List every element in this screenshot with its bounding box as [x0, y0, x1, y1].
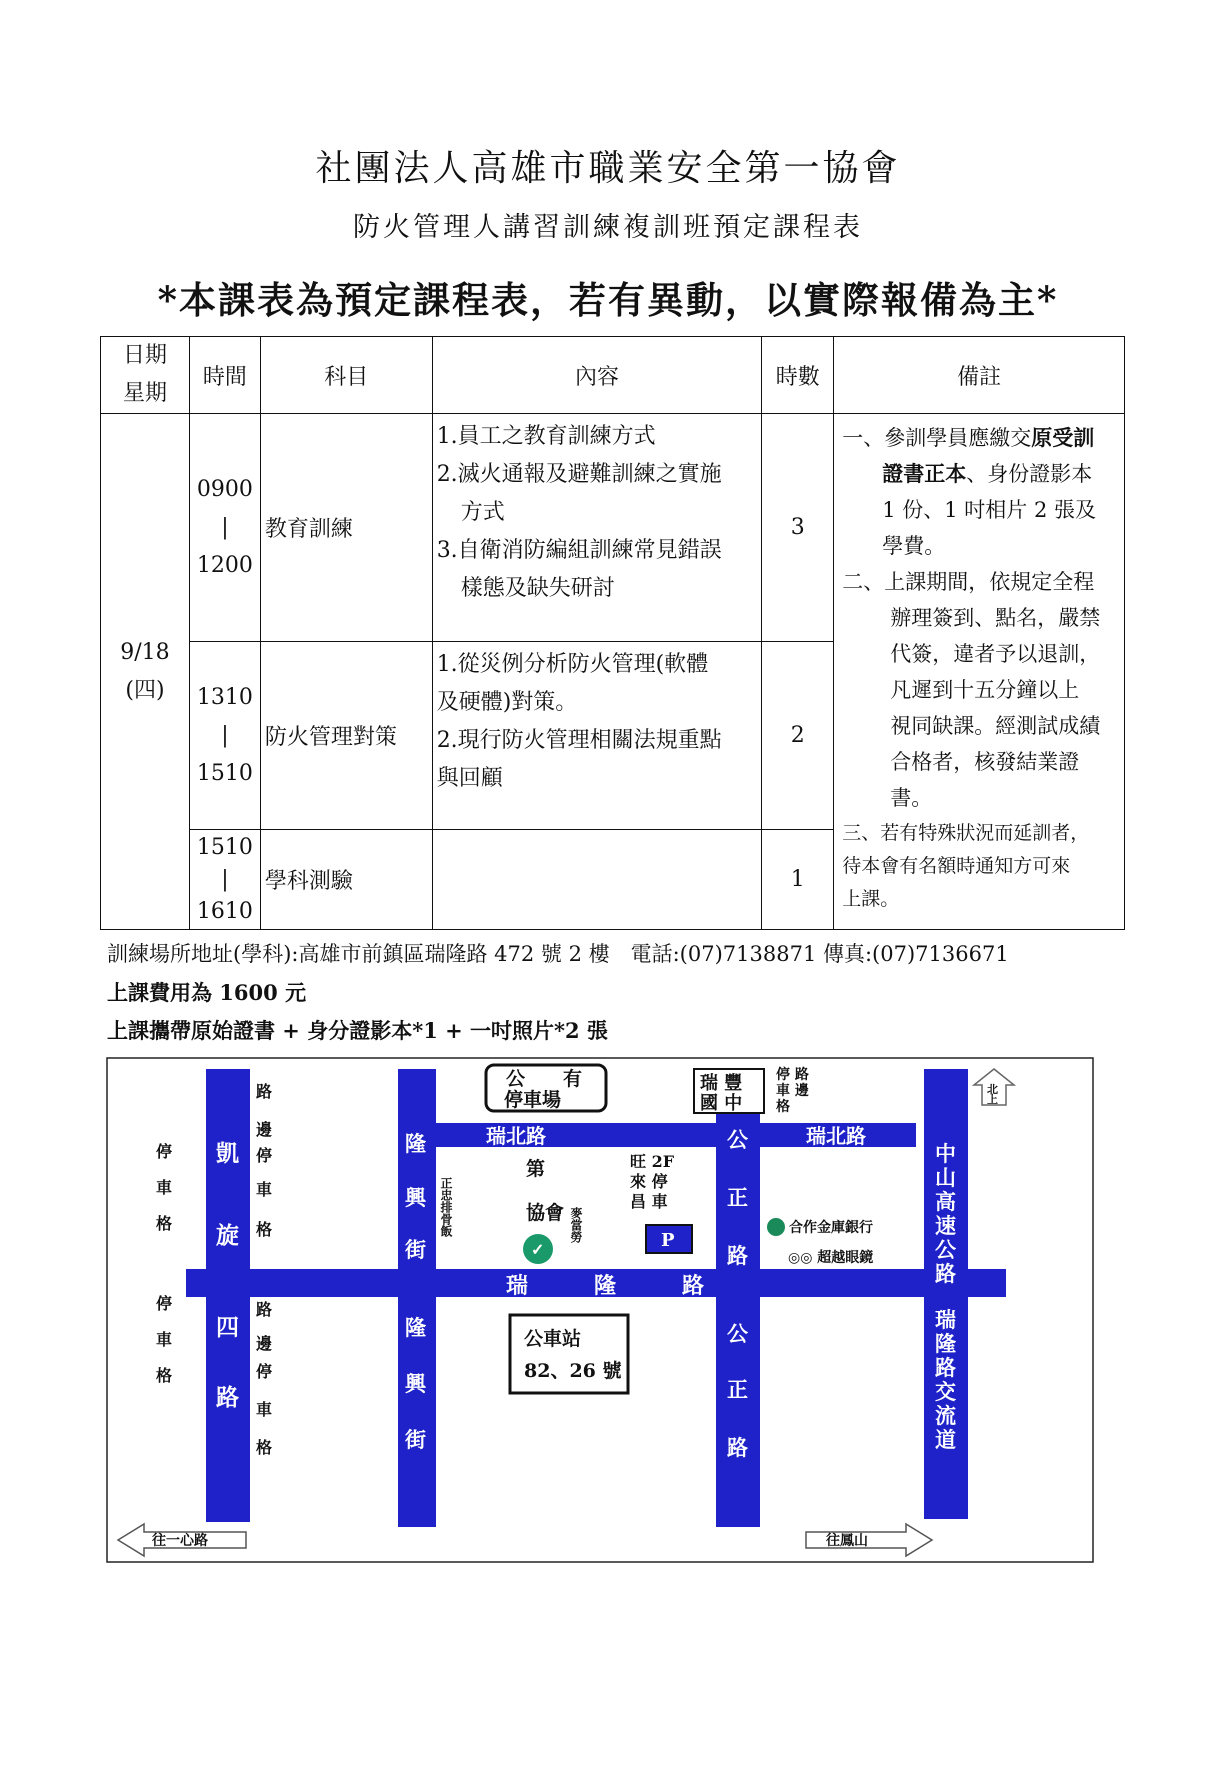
- to-yixin-label: 往一心路: [152, 1533, 208, 1549]
- road-label-zhongshan: 路: [935, 1261, 956, 1286]
- road-label-gongzheng: 路: [727, 1435, 748, 1460]
- wanglai-label: 來 停: [630, 1172, 668, 1191]
- road-label-ramp: 隆: [935, 1331, 956, 1356]
- glasses-label: ◎◎ 超越眼鏡: [788, 1250, 874, 1266]
- subject-cell: 防火管理對策: [260, 642, 432, 830]
- remark-line: 辦理簽到、點名，嚴禁: [890, 606, 1101, 630]
- road-label-ruilong: 瑞 隆 路: [506, 1273, 705, 1299]
- mcdonalds-label: 麥當勞: [569, 1207, 583, 1243]
- content-line: 1.員工之教育訓練方式: [436, 424, 656, 449]
- remark-line: 二、上課期間，依規定全程: [842, 570, 1095, 594]
- time-start: 1510: [196, 834, 253, 860]
- left-parking-label: 車: [156, 1178, 173, 1197]
- roadside-label: 格: [256, 1220, 273, 1239]
- roadside-label: 路: [256, 1082, 273, 1101]
- remark-line: 三、若有特殊狀況而延訓者，: [842, 822, 1090, 844]
- ruifeng-school-label: 瑞 豐: [700, 1073, 743, 1094]
- road-label-ramp: 道: [935, 1427, 956, 1452]
- road-label-ramp: 流: [935, 1403, 956, 1428]
- road-label-ramp: 路: [935, 1355, 956, 1380]
- course-fee: 上課費用為 1600 元: [107, 980, 307, 1005]
- remark-line: 書。: [890, 786, 933, 810]
- content-line: 1.從災例分析防火管理(軟體: [436, 652, 709, 677]
- remark-line: 學費。: [882, 534, 946, 558]
- content-cell: [432, 414, 762, 642]
- remark-emphasis: 證書正本: [882, 461, 967, 486]
- road-label-zhongshan: 高: [935, 1189, 956, 1214]
- public-parking-label: 停車場: [504, 1089, 562, 1111]
- public-parking-label: 公 有: [506, 1068, 583, 1090]
- location-map: [106, 1057, 1096, 1565]
- wanglai-label: 旺 2F: [630, 1152, 675, 1171]
- left-parking-label: 停: [156, 1142, 173, 1161]
- road-label-gongzheng: 公: [727, 1321, 748, 1346]
- zhengzhong-label: 正忠排骨飯: [439, 1177, 453, 1237]
- wanglai-label: 昌 車: [630, 1192, 668, 1211]
- items-to-bring: 上課攜帶原始證書 + 身分證影本*1 + 一吋照片*2 張: [107, 1018, 608, 1043]
- table-row: [101, 414, 1125, 642]
- first-assoc-label: 協會: [526, 1202, 565, 1224]
- road-label-longxing: 街: [405, 1427, 426, 1452]
- remark-line: 待本會有名額時通知方可來: [842, 855, 1071, 877]
- road-label-zhongshan: 速: [935, 1213, 956, 1238]
- road-label-kaixuan-a: 凱: [216, 1140, 239, 1167]
- road-label-kaixuan-c: 四: [216, 1314, 239, 1341]
- roadside-label: 車: [256, 1180, 273, 1199]
- weekday-value: (四): [125, 677, 165, 703]
- content-cell: [432, 830, 762, 930]
- road-label-kaixuan-d: 路: [216, 1384, 239, 1411]
- bank-label: 合作金庫銀行: [789, 1220, 873, 1236]
- roadside-label: 路: [256, 1300, 273, 1319]
- subject-cell: 教育訓練: [260, 414, 432, 642]
- remark-line: 1 份、1 吋相片 2 張及: [882, 498, 1097, 522]
- remarks-cell: [834, 414, 1125, 930]
- to-fengshan-label: 往鳳山: [826, 1533, 868, 1549]
- header-date-label: 日期: [122, 343, 167, 368]
- road-label-ramp: 交: [935, 1379, 956, 1404]
- time-cell: [189, 830, 260, 930]
- hours-cell: 3: [762, 414, 834, 642]
- north-label: 北: [987, 1083, 998, 1096]
- roadside-label: 邊: [256, 1120, 273, 1139]
- road-label-zhongshan: 公: [935, 1237, 956, 1262]
- road-label-zhongshan: 山: [935, 1165, 956, 1190]
- roadside-label: 格: [256, 1438, 273, 1457]
- road-label-longxing: 街: [405, 1237, 426, 1262]
- road-label-longxing: 隆: [405, 1131, 426, 1156]
- table-header-row: [101, 337, 1125, 414]
- page-title: 社團法人高雄市職業安全第一協會: [315, 148, 901, 189]
- roadside-parking-label: 車 邊: [776, 1083, 809, 1099]
- subject-cell: 學科測驗: [260, 830, 432, 930]
- left-parking-label: 格: [156, 1366, 173, 1385]
- content-cell: [432, 642, 762, 830]
- time-separator: |: [221, 722, 229, 748]
- remark-line: [842, 420, 1120, 456]
- time-separator: |: [221, 866, 229, 892]
- content-line: 與回顧: [436, 766, 503, 791]
- parking-icon-letter: P: [661, 1230, 675, 1251]
- remark-line: 合格者，核發結業證: [890, 750, 1080, 774]
- bus-stop-label: 公車站: [524, 1328, 582, 1350]
- time-end: 1610: [196, 898, 253, 924]
- road-label-ruibei-left: 瑞北路: [486, 1124, 546, 1148]
- time-end: 1200: [196, 552, 253, 578]
- left-parking-label: 車: [156, 1330, 173, 1349]
- schedule-notice: *本課表為預定課程表，若有異動，以實際報備為主*: [157, 278, 1059, 322]
- road-label-ramp: 瑞: [935, 1307, 956, 1332]
- time-cell: [189, 642, 260, 830]
- road-label-longxing: 隆: [405, 1315, 426, 1340]
- road-label-gongzheng: 正: [727, 1377, 748, 1402]
- roadside-label: 停: [256, 1362, 273, 1381]
- roadside-parking-label: 停 路: [776, 1067, 809, 1083]
- remark-line: 視同缺課。經測試成績: [890, 714, 1101, 738]
- road-label-gongzheng: 正: [727, 1185, 748, 1210]
- time-cell: [189, 414, 260, 642]
- content-line: 2.滅火通報及避難訓練之實施: [436, 462, 722, 487]
- content-line: 3.自衛消防編組訓練常見錯誤: [436, 538, 722, 563]
- header-weekday-label: 星期: [122, 381, 167, 406]
- left-parking-label: 格: [156, 1214, 173, 1233]
- remark-emphasis: 原受訓: [1031, 425, 1095, 450]
- road-label-ruibei-right: 瑞北路: [806, 1124, 866, 1148]
- header-subject: 科目: [260, 337, 432, 414]
- ruifeng-school-label: 國 中: [700, 1093, 743, 1114]
- content-line: 2.現行防火管理相關法規重點: [436, 728, 722, 753]
- header-content: 內容: [432, 337, 762, 414]
- remark-line: 上課。: [842, 888, 900, 910]
- bank-icon: [767, 1218, 785, 1236]
- kaixuan-road: [206, 1069, 250, 1522]
- hours-cell: 1: [762, 830, 834, 930]
- roadside-parking-label: 格: [776, 1099, 790, 1115]
- road-label-kaixuan-b: 旋: [216, 1222, 239, 1249]
- roadside-label: 停: [256, 1146, 273, 1165]
- time-start: 1310: [196, 684, 253, 710]
- association-logo-mark: ✓: [531, 1240, 545, 1259]
- road-label-zhongshan: 中: [935, 1141, 956, 1166]
- header-hours: 時數: [762, 337, 834, 414]
- content-line: 方式: [460, 500, 505, 525]
- first-assoc-label: 第: [526, 1158, 546, 1180]
- date-value: 9/18: [120, 639, 170, 665]
- page-subtitle: 防火管理人講習訓練複訓班預定課程表: [353, 212, 863, 243]
- road-label-longxing: 興: [405, 1371, 426, 1396]
- content-line: 樣態及缺失研討: [460, 576, 615, 601]
- time-end: 1510: [196, 760, 253, 786]
- hours-cell: 2: [762, 642, 834, 830]
- bus-lines-label: 82、26 號: [524, 1360, 622, 1382]
- remark-text: 一、參訓學員應繳交: [842, 426, 1032, 450]
- date-cell: [101, 414, 190, 930]
- time-start: 0900: [196, 476, 253, 502]
- left-parking-label: 停: [156, 1294, 173, 1313]
- training-address: 訓練場所地址(學科):高雄市前鎮區瑞隆路 472 號 2 樓 電話:(07)7138871 傳真:(07)7136671: [107, 942, 1009, 966]
- road-label-gongzheng: 公: [727, 1127, 748, 1152]
- header-date: [101, 337, 190, 414]
- course-schedule-table: [100, 336, 1125, 930]
- road-label-longxing: 興: [405, 1185, 426, 1210]
- remark-line: 凡遲到十五分鐘以上: [890, 678, 1080, 702]
- remark-line: [842, 456, 1120, 492]
- header-remarks: 備註: [834, 337, 1125, 414]
- roadside-label: 車: [256, 1400, 273, 1419]
- time-separator: |: [221, 514, 229, 540]
- header-time: 時間: [189, 337, 260, 414]
- remark-line: 代簽，違者予以退訓，: [890, 642, 1101, 666]
- roadside-label: 邊: [256, 1334, 273, 1353]
- road-label-gongzheng: 路: [727, 1243, 748, 1268]
- north-label: 上: [987, 1093, 998, 1106]
- content-line: 及硬體)對策。: [436, 690, 578, 715]
- remark-text: 、身份證影本: [966, 462, 1093, 486]
